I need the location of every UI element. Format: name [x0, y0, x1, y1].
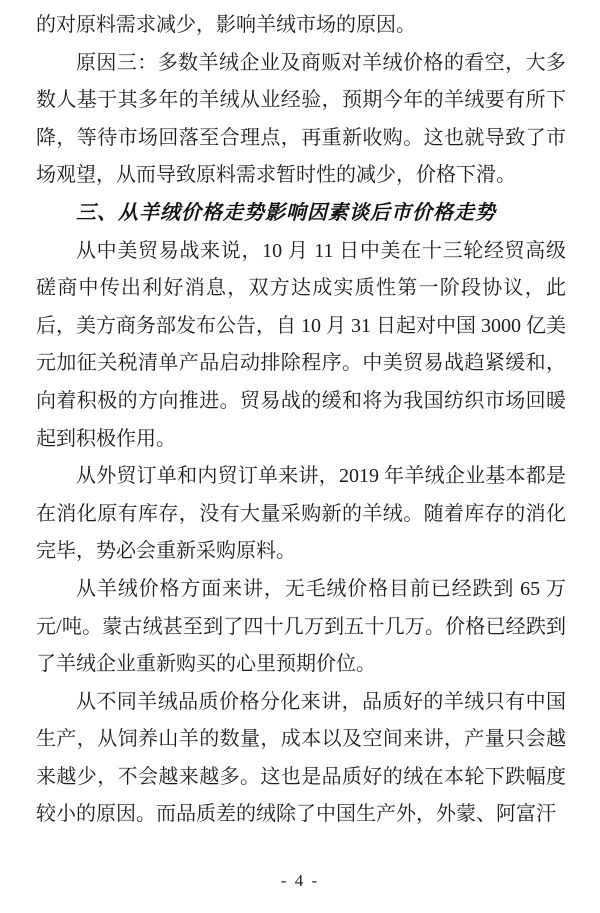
page-number: - 4 -	[280, 871, 320, 890]
paragraph-reason-three: 原因三：多数羊绒企业及商贩对羊绒价格的看空，大多数人基于其多年的羊绒从业经验，预期今年的羊绒要有所下降，等待市场回落至合理点，再重新收购。这也就导致了市场观望，从而导致原料需求暂时性的减少，价格下滑。	[36, 51, 566, 187]
paragraph-quality-divergence: 从不同羊绒品质价格分化来讲，品质好的羊绒只有中国生产，从饲养山羊的数量，成本以及空间来讲，产量只会越来越少，不会越来越多。这也是品质好的绒在本轮下跌幅度较小的原因。而品质差的绒除了中国生产外，外蒙、阿富汗	[36, 690, 566, 826]
paragraph-continuation: 的对原料需求减少，影响羊绒市场的原因。	[36, 14, 416, 36]
paragraph-cashmere-price: 从羊绒价格方面来讲，无毛绒价格目前已经跌到 65 万元/吨。蒙古绒甚至到了四十几万到五十几万。价格已经跌到了羊绒企业重新购买的心里预期价位。	[36, 577, 566, 676]
paragraph-trade-war: 从中美贸易战来说，10 月 11 日中美在十三轮经贸高级磋商中传出利好消息，双方达成实质性第一阶段协议，此后，美方商务部发布公告，自 10 月 31 日起对中国 3000 亿美元加征关税清单产品启动排除程序。中美贸易战趋紧缓和，向着积极的方向推进。贸易战的缓和将为我国纺织市场回暖起到积极作用。	[36, 239, 566, 450]
document-body	[36, 7, 566, 834]
section-heading-price-trend: 三、从羊绒价格走势影响因素谈后市价格走势	[76, 201, 496, 224]
paragraph-orders: 从外贸订单和内贸订单来讲，2019 年羊绒企业基本都是在消化原有库存，没有大量采购新的羊绒。随着库存的消化完毕，势必会重新采购原料。	[36, 465, 566, 563]
